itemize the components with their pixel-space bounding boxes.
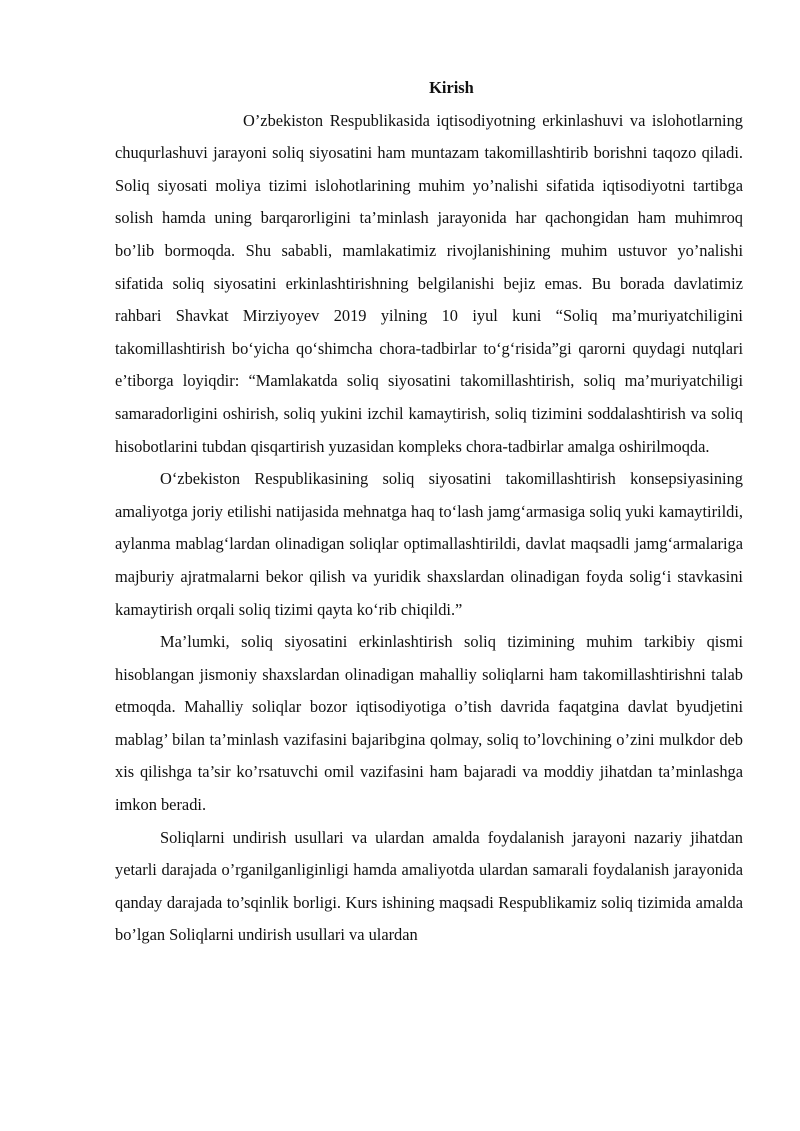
page-title: Kirish — [429, 78, 474, 97]
paragraph-4: Soliqlarni undirish usullari va ulardan amalda foydalanish jarayoni nazariy jihatdan yetarli darajada o’rganilganliginligi hamda amaliyotda ulardan samarali foydalanish jarayonida qanday darajada to’sqinlik borligi. Kurs ishining maqsadi Respublikamiz soliq tizimida amalda bo’lgan Soliqlarni undirish usullari va ulardan — [115, 827, 743, 945]
paragraph-1: O’zbekiston Respublikasida iqtisodiyotning erkinlashuvi va islohotlarning chuqurlashuvi jarayoni soliq siyosatini ham muntazam takomillashtirib borishni taqozo qiladi. Soliq siyosati moliya tizimi islohotlarining muhim yo’nalishi sifatida iqtisodiyotni tartibga solish hamda uning barqarorligini ta’minlash jarayonida har qachongidan ham muhimroq bo’lib bormoqda. Shu sababli, mamlakatimiz rivojlanishining muhim ustuvor yo’nalishi sifatida soliq siyosatini erkinlashtirishning belgilanishi bejiz emas. Bu borada davlatimiz rahbari Shavkat Mirziyoyev 2019 yilning 10 iyul kuni “Soliq ma’muriyatchiligini takomillashtirish bo‘yicha qo‘shimcha chora-tadbirlar to‘g‘risida”gi qarorni quydagi nutqlari e’tiborga loyiqdir: “Mamlakatda soliq siyosatini takomillashtirish, soliq ma’muriyatchiligi samaradorligini oshirish, soliq yukini izchil kamaytirish, soliq tizimini soddalashtirish va soliq hisobotlarini tubdan qisqartirish yuzasidan kompleks chora-tadbirlar amalga oshirilmoqda. — [115, 110, 743, 456]
paragraph-2: O‘zbekiston Respublikasining soliq siyosatini takomillashtirish konsepsiyasining amaliyotga joriy etilishi natijasida mehnatga haq to‘lash jamg‘armasiga soliq yuki kamaytirildi, aylanma mablag‘lardan olinadigan soliqlar optimallashtirildi, davlat maqsadli jamg‘armalariga majburiy ajratmalarni bekor qilish va yuridik shaxslardan olinadigan foyda solig‘i stavkasini kamaytirish orqali soliq tizimi qayta ko‘rib chiqildi.” — [115, 469, 743, 619]
document-page — [115, 72, 743, 952]
paragraph-3: Ma’lumki, soliq siyosatini erkinlashtirish soliq tizimining muhim tarkibiy qismi hisoblangan jismoniy shaxslardan olinadigan mahalliy soliqlarni ham takomillashtirishni talab etmoqda. Mahalliy soliqlar bozor iqtisodiyotiga o’tish davrida faqatgina davlat byudjetini mablag’ bilan ta’minlash vazifasini bajaribgina qolmay, soliq to’lovchining o’zini mulkdor deb xis qilishga ta’sir ko’rsatuvchi omil vazifasini ham bajaradi va moddiy jihatdan ta’minlashga imkon beradi. — [115, 632, 743, 815]
